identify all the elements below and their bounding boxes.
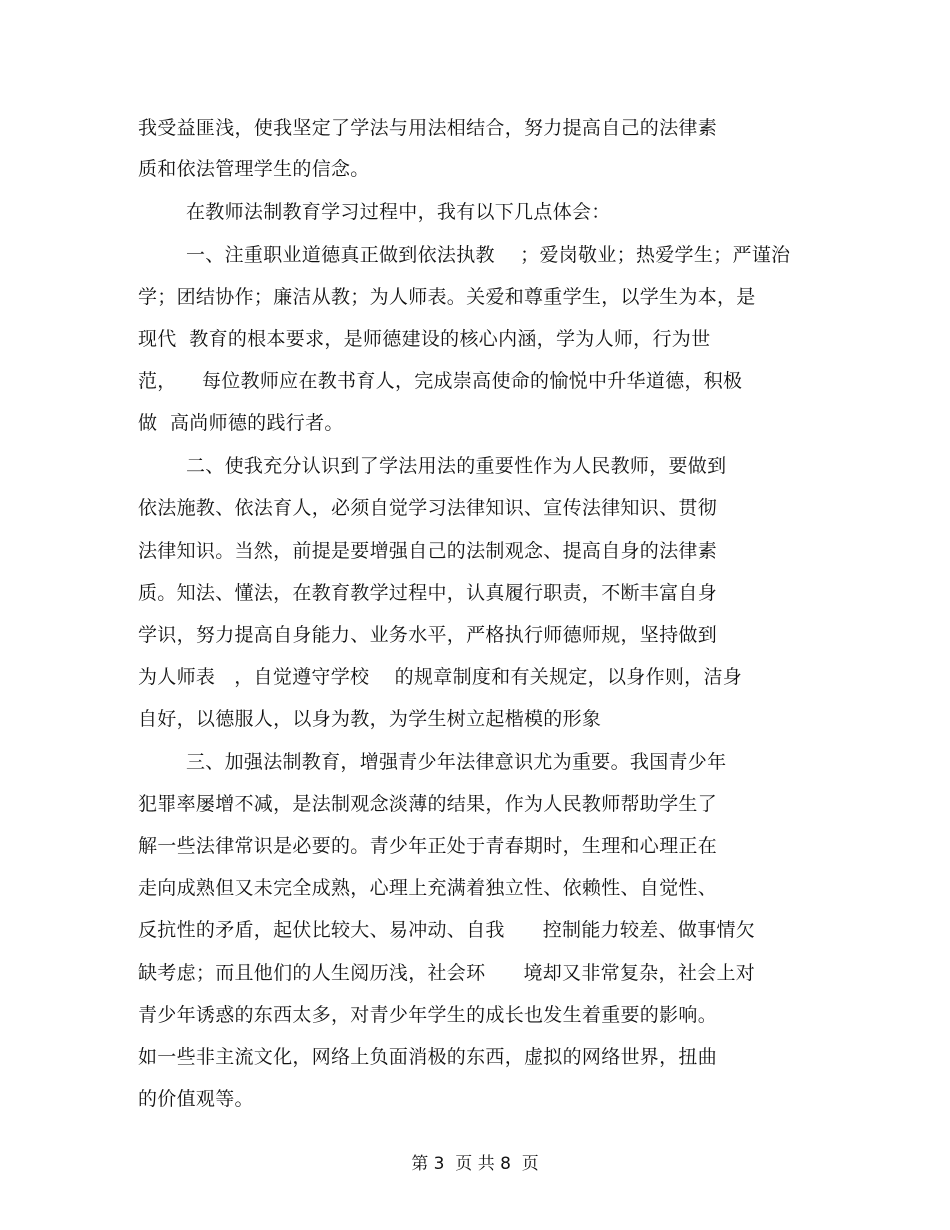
body-text-line: 三、加强法制教育，增强青少年法律意识尤为重要。我国青少年	[186, 751, 727, 773]
body-text-line: 为人师表 ，自觉遵守学校 的规章制度和有关规定，以身作则，洁身	[138, 666, 743, 688]
body-text-line: 范， 每位教师应在教书育人，完成崇高使命的愉悦中升华道德，积极	[138, 370, 743, 392]
body-text-line: 学识，努力提高自身能力、业务水平，严格执行师德师规，坚持做到	[138, 624, 718, 646]
body-text-line: 二、使我充分认识到了学法用法的重要性作为人民教师，要做到	[186, 455, 727, 477]
body-text-line: 自好，以德服人，以身为教，为学生树立起楷模的形象	[138, 708, 602, 730]
body-text-line: 如一些非主流文化，网络上负面消极的东西，虚拟的网络世界，扭曲	[138, 1046, 718, 1068]
body-text-line: 在教师法制教育学习过程中，我有以下几点体会：	[186, 201, 611, 223]
body-text-line: 依法施教、依法育人，必须自觉学习法律知识、宣传法律知识、贯彻	[138, 497, 718, 519]
body-text-line: 我受益匪浅，使我坚定了学法与用法相结合，努力提高自己的法律素	[138, 117, 718, 139]
body-text-line: 质。知法、懂法，在教育教学过程中，认真履行职责，不断丰富自身	[138, 582, 718, 604]
page-number-footer: 第 3 页 共 8 页	[411, 1154, 539, 1174]
body-text-line: 解一些法律常识是必要的。青少年正处于青春期时，生理和心理正在	[138, 835, 718, 857]
body-text-line: 质和依法管理学生的信念。	[138, 158, 370, 180]
body-text-line: 的价值观等。	[138, 1088, 254, 1110]
body-text-line: 反抗性的矛盾，起伏比较大、易冲动、自我 控制能力较差、做事情欠	[138, 919, 756, 941]
body-text-line: 青少年诱惑的东西太多，对青少年学生的成长也发生着重要的影响。	[138, 1004, 718, 1026]
body-text-line: 缺考虑；而且他们的人生阅历浅，社会环 境却又非常复杂，社会上对	[138, 962, 756, 984]
body-text-line: 法律知识。当然，前提是要增强自己的法制观念、提高自身的法律素	[138, 540, 718, 562]
body-text-line: 犯罪率屡增不减，是法制观念淡薄的结果，作为人民教师帮助学生了	[138, 793, 718, 815]
body-text-line: 走向成熟但又未完全成熟，心理上充满着独立性、依赖性、自觉性、	[138, 877, 718, 899]
body-text-line: 做 高尚师德的践行者。	[138, 412, 344, 434]
body-text-line: 现代 教育的根本要求，是师德建设的核心内涵，学为人师，行为世	[138, 328, 711, 350]
body-text-line: 学；团结协作；廉洁从教；为人师表。关爱和尊重学生，以学生为本，是	[138, 286, 756, 308]
body-text-line: 一、注重职业道德真正做到依法执教 ；爱岗敬业；热爱学生；严谨治	[186, 244, 791, 266]
